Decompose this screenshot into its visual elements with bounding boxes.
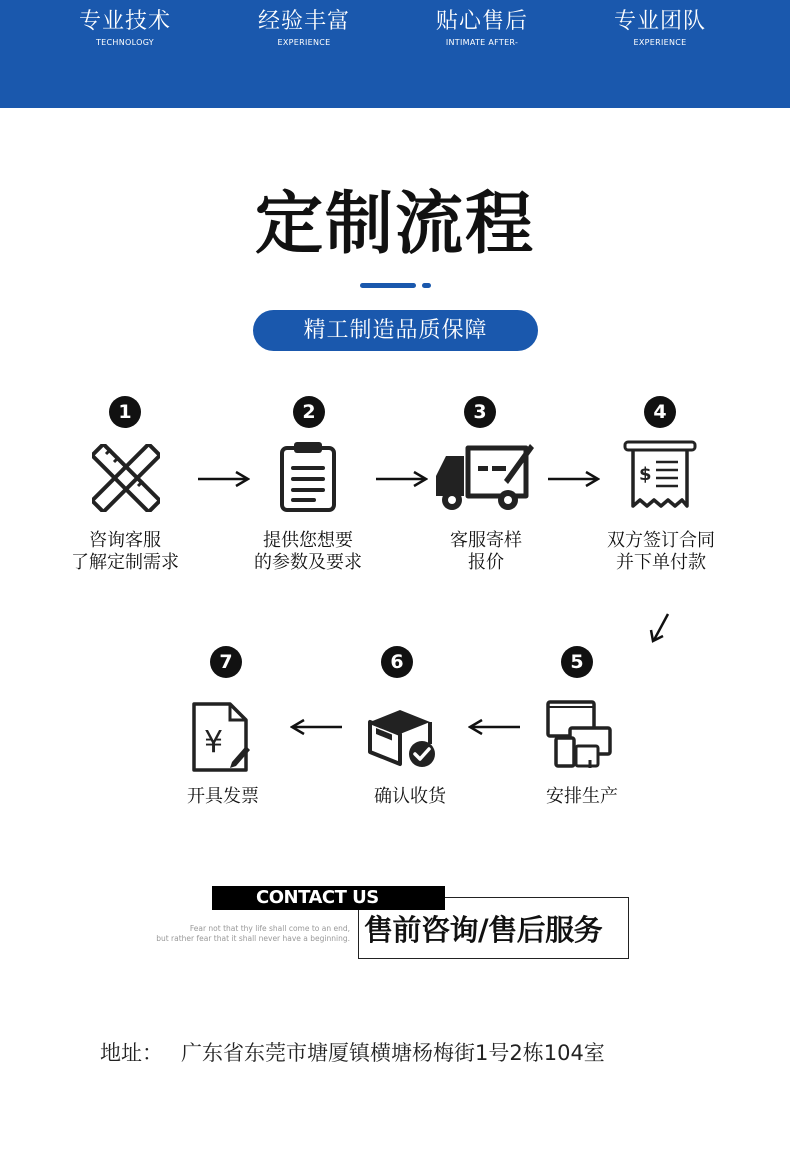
svg-text:$: $ (639, 464, 652, 485)
step-label-6 (310, 786, 510, 808)
step-number-3: 3 (464, 396, 496, 428)
step-label-1 (25, 530, 225, 574)
feature-subtitle: EXPERIENCE (633, 38, 687, 47)
contact-services: 售前咨询/售后服务 (364, 913, 603, 947)
step-number-2: 2 (293, 396, 325, 428)
invoice-yen-icon (190, 700, 254, 774)
feature-title: 贴心售后 (435, 9, 528, 34)
step-number-4: 4 (644, 396, 676, 428)
top-banner (0, 0, 790, 108)
arrow-down-left-icon (648, 612, 672, 648)
arrow-right-icon (198, 470, 250, 492)
feature-title: 经验丰富 (257, 9, 350, 34)
step-label-5 (482, 786, 682, 808)
step-label-line: 安排生产 (546, 786, 618, 807)
step-label-3 (386, 530, 586, 574)
step-label-line: 提供您想要 (263, 530, 353, 551)
arrow-right-icon (548, 470, 600, 492)
arrow-right-icon (376, 470, 428, 492)
feature-title: 专业技术 (78, 9, 171, 34)
receipt-icon (623, 440, 697, 512)
step-number-7: 7 (210, 646, 242, 678)
feature-after-sales (402, 8, 562, 50)
step-label-line: 了解定制需求 (71, 552, 179, 573)
step-label-line: 报价 (468, 552, 504, 573)
step-label-line: 咨询客服 (89, 530, 161, 551)
contact-quote-line: but rather fear that it shall never have a beginning. (156, 934, 350, 943)
step-label-line: 客服寄样 (450, 530, 522, 551)
step-number-5: 5 (561, 646, 593, 678)
contact-heading: CONTACT US (212, 886, 445, 910)
address-label: 地址： (100, 1041, 163, 1065)
feature-title: 专业团队 (613, 9, 706, 34)
step-label-7 (123, 786, 323, 808)
feature-subtitle: INTIMATE AFTER- (445, 38, 519, 47)
arrow-left-icon (290, 718, 342, 740)
feature-team (580, 8, 740, 50)
subtitle-badge: 精工制造品质保障 (253, 310, 538, 351)
step-label-line: 开具发票 (187, 786, 259, 807)
ruler-pencil-icon (92, 444, 160, 512)
step-number-6: 6 (381, 646, 413, 678)
step-label-2 (208, 530, 408, 574)
address (100, 1038, 605, 1068)
page-title: 定制流程 (254, 185, 535, 264)
feature-technology (45, 8, 205, 50)
package-check-icon (366, 700, 440, 770)
step-label-line: 的参数及要求 (254, 552, 362, 573)
arrow-left-icon (468, 718, 520, 740)
devices-icon (546, 698, 620, 770)
step-number-1: 1 (109, 396, 141, 428)
title-underline (360, 283, 416, 288)
step-label-line: 并下单付款 (616, 552, 706, 573)
svg-text:¥: ¥ (204, 725, 224, 760)
address-value: 广东省东莞市塘厦镇横塘杨梅街1号2栋104室 (181, 1041, 605, 1065)
feature-subtitle: TECHNOLOGY (96, 38, 154, 47)
contact-quote-line: Fear not that thy life shall come to an end, (189, 924, 350, 933)
feature-experience (224, 8, 384, 50)
feature-subtitle: EXPERIENCE (277, 38, 331, 47)
title-underline-dot (422, 283, 431, 288)
delivery-truck-icon (434, 440, 534, 514)
step-label-4 (561, 530, 761, 574)
step-label-line: 确认收货 (374, 786, 446, 807)
clipboard-icon (276, 440, 340, 512)
step-label-line: 双方签订合同 (607, 530, 715, 551)
